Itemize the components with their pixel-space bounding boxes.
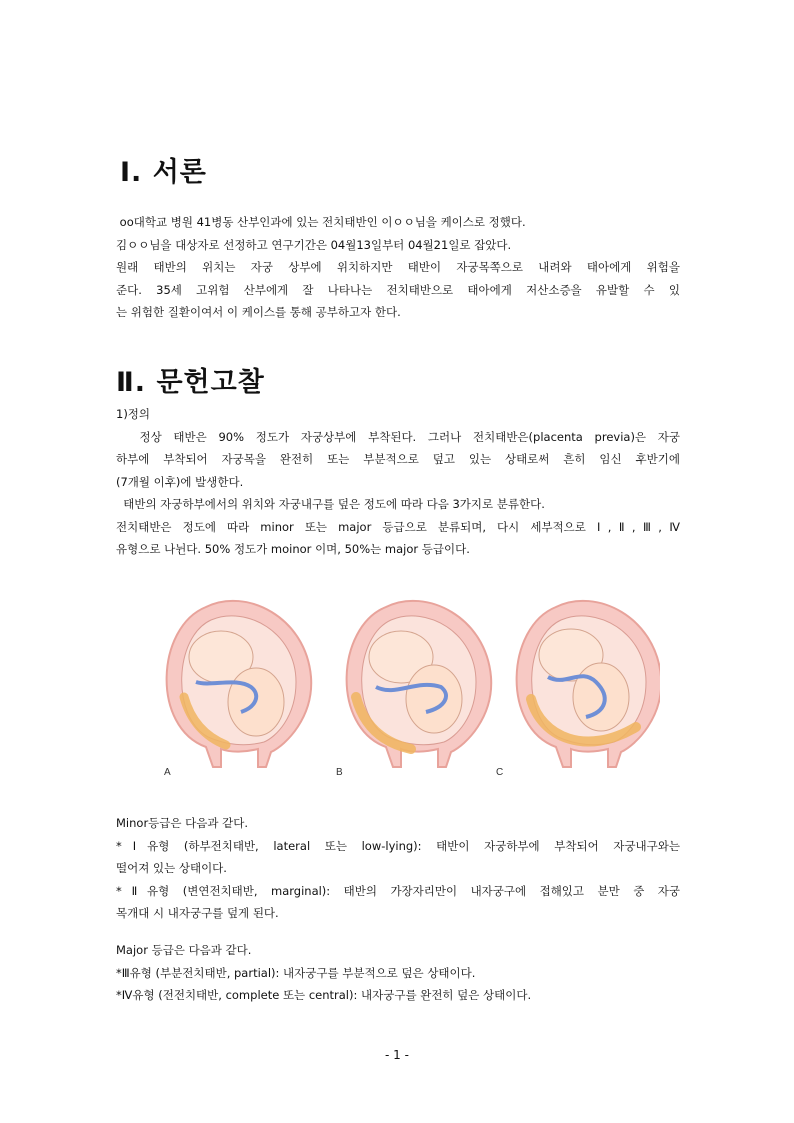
minor-title: Minor등급은 다음과 같다. [116, 816, 249, 830]
minor-line: 떨어져 있는 상태이다. [116, 861, 227, 875]
literature-line: 전치태반은 정도에 따라 minor 또는 major 등급으로 분류되며, 다시 세부적으로 Ⅰ,Ⅱ,Ⅲ,Ⅳ [116, 519, 680, 534]
minor-line: *Ⅱ유형 (변연전치태반, marginal): 태반의 가장자리만이 내자궁구에 접해있고 분만 중 자궁 [116, 883, 680, 898]
major-title: Major 등급은 다음과 같다. [116, 943, 252, 957]
literature-line: 유형으로 나뉜다. 50% 정도가 moinor 이며, 50%는 major 등급이다. [116, 542, 470, 556]
intro-line: 는 위험한 질환이여서 이 케이스를 통해 공부하고자 한다. [116, 305, 401, 319]
figure-label-c: C [496, 767, 504, 778]
major-line: *Ⅲ유형 (부분전치태반, partial): 내자궁구를 부분적으로 덮은 상태이다. [116, 965, 476, 980]
minor-line: 목개대 시 내자궁구를 덮게 된다. [116, 906, 279, 920]
minor-line: *Ⅰ유형 (하부전치태반, lateral 또는 low-lying): 태반이 자궁하부에 부착되어 자궁내구와는 [116, 838, 680, 853]
placenta-previa-illustration [116, 577, 660, 795]
literature-paragraph [116, 403, 680, 561]
section-heading-literature: Ⅱ. 문헌고찰 [116, 367, 265, 398]
page-number: - 1 - [385, 1048, 409, 1062]
section-heading-intro: Ⅰ. 서론 [120, 157, 207, 188]
figure-label-b: B [336, 767, 343, 778]
minor-grade-section [116, 812, 680, 925]
intro-line: 준다. 35세 고위험 산부에게 잘 나타나는 전치태반으로 태아에게 저산소증을 유발할 수 있 [116, 282, 680, 297]
literature-subheading: 1)정의 [116, 407, 151, 421]
literature-line: 하부에 부착되어 자궁목을 완전히 또는 부분적으로 덮고 있는 상태로써 흔히 임신 후반기에 [116, 452, 680, 466]
major-grade-section [116, 939, 680, 1007]
literature-line: (7개월 이후)에 발생한다. [116, 474, 244, 489]
intro-line: 원래 태반의 위치는 자궁 상부에 위치하지만 태반이 자궁목쪽으로 내려와 태아에게 위험을 [116, 260, 680, 274]
literature-line: 태반의 자궁하부에서의 위치와 자궁내구를 덮은 정도에 따라 다음 3가지로 분류한다. [116, 497, 545, 511]
intro-line: 김ㅇㅇ님을 대상자로 선정하고 연구기간은 04월13일부터 04월21일로 잡았다. [116, 237, 512, 252]
literature-line: 정상 태반은 90% 정도가 자궁상부에 부착된다. 그러나 전치태반은(placenta previa)은 자궁 [116, 429, 680, 444]
intro-line: oo대학교 병원 41병동 산부인과에 있는 전치태반인 이ㅇㅇ님을 케이스로 정했다. [116, 215, 526, 229]
figure-label-a: A [164, 767, 171, 778]
intro-paragraph [116, 211, 680, 324]
major-line: *Ⅳ유형 (전전치태반, complete 또는 central): 내자궁구를 완전히 덮은 상태이다. [116, 988, 532, 1002]
